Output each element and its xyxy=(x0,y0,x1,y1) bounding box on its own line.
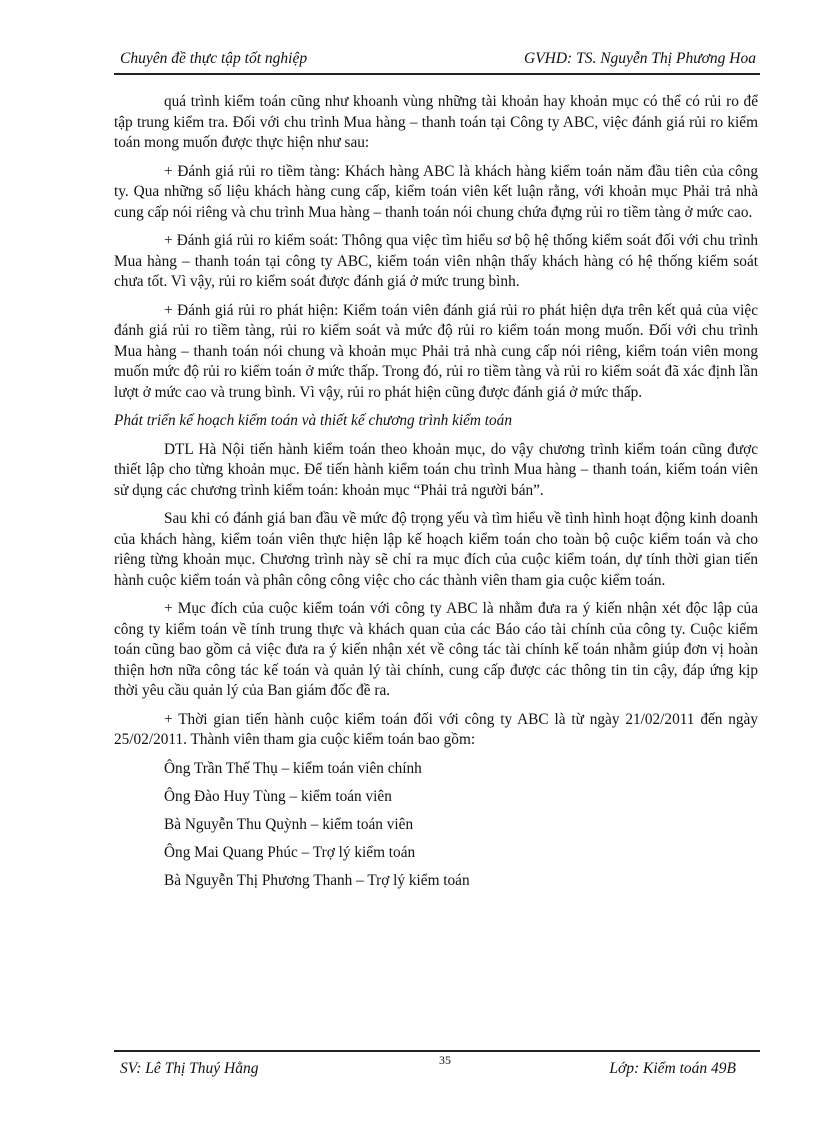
paragraph: + Mục đích của cuộc kiểm toán với công ty ABC là nhằm đưa ra ý kiến nhận xét độc lập của công ty kiểm toán về tính trung thực và khách quan của các Báo cáo tài chính của công ty. Cuộc kiểm toán cũng bao gồm cả việc đưa ra ý kiến nhận xét về công tác tài chính kế toán nhằm giúp đơn vị hoàn thiện hơn nữa công tác kế toán và quản lý tài chính, cung cấp được các thông tin tin cậy, đáp ứng kịp thời yêu cầu quản lý của Ban giám đốc đề ra. xyxy=(114,600,758,699)
paragraph: DTL Hà Nội tiến hành kiểm toán theo khoản mục, do vậy chương trình kiểm toán cũng được thiết lập cho từng khoản mục. Để tiến hành kiểm toán chu trình Mua hàng – thanh toán, kiểm toán viên sử dụng các chương trình kiểm toán: khoản mục “Phải trả người bán”. xyxy=(114,440,758,499)
member-item: Ông Trần Thế Thụ – kiểm toán viên chính xyxy=(164,759,422,777)
paragraph: + Đánh giá rủi ro tiềm tàng: Khách hàng ABC là khách hàng kiểm toán năm đầu tiên của công ty. Qua những số liệu khách hàng cung cấp, kiểm toán viên kết luận rằng, với khoản mục Phải trả nhà cung cấp nói riêng và chu trình Mua hàng – thanh toán nói chung chứa đựng rủi ro tiềm tàng ở mức cao. xyxy=(114,162,758,221)
member-item: Ông Đào Huy Tùng – kiểm toán viên xyxy=(164,787,392,805)
footer-student: SV: Lê Thị Thuý Hằng xyxy=(120,1060,259,1077)
paragraph: + Đánh giá rủi ro phát hiện: Kiểm toán viên đánh giá rủi ro phát hiện dựa trên kết quả của việc đánh giá rủi ro tiềm tàng, rủi ro kiểm soát và mức độ rủi ro kiểm toán mong muốn. Đối với chu trình Mua hàng – thanh toán nói chung và khoản mục Phải trả nhà cung cấp nói riêng, kiểm toán viên mong muốn mức độ rủi ro kiểm toán ở mức thấp. Trong đó, rủi ro tiềm tàng và rủi ro kiểm soát đã xác định lần lượt ở mức cao và trung bình. Vì vậy, rủi ro phát hiện cũng được đánh giá ở mức thấp. xyxy=(114,301,758,401)
member-item: Bà Nguyễn Thu Quỳnh – kiểm toán viên xyxy=(164,815,414,833)
page-body xyxy=(114,92,758,899)
section-heading: Phát triển kế hoạch kiểm toán và thiết kế chương trình kiểm toán xyxy=(114,412,512,429)
header-supervisor: GVHD: TS. Nguyễn Thị Phương Hoa xyxy=(524,50,756,67)
page-header xyxy=(114,45,760,75)
member-item: Bà Nguyễn Thị Phương Thanh – Trợ lý kiểm toán xyxy=(164,871,470,889)
footer-class: Lớp: Kiểm toán 49B xyxy=(609,1060,736,1077)
member-item: Ông Mai Quang Phúc – Trợ lý kiểm toán xyxy=(164,843,416,861)
paragraph: Sau khi có đánh giá ban đầu về mức độ trọng yếu và tìm hiểu về tình hình hoạt động kinh doanh của khách hàng, kiểm toán viên thực hiện lập kế hoạch kiểm toán cho toàn bộ cuộc kiểm toán và cho riêng từng khoản mục. Chương trình này sẽ chỉ ra mục đích của cuộc kiểm toán, dự tính thời gian tiến hành cuộc kiểm toán và phân công công việc cho các thành viên tham gia cuộc kiểm toán. xyxy=(114,510,758,589)
header-title: Chuyên đề thực tập tốt nghiệp xyxy=(120,50,308,67)
page-number: 35 xyxy=(439,1053,451,1067)
paragraph: quá trình kiểm toán cũng như khoanh vùng những tài khoản hay khoản mục có thể có rủi ro để tập trung kiểm tra. Đối với chu trình Mua hàng – thanh toán tại Công ty ABC, việc đánh giá rủi ro kiểm toán mong muốn được thực hiện như sau: xyxy=(114,93,758,151)
paragraph: + Đánh giá rủi ro kiểm soát: Thông qua việc tìm hiểu sơ bộ hệ thống kiểm soát đối với chu trình Mua hàng – thanh toán tại công ty ABC, kiểm toán viên nhận thấy khách hàng có hệ thống kiểm soát chưa tốt. Vì vậy, rủi ro kiểm soát được đánh giá ở mức trung bình. xyxy=(114,232,758,290)
page-footer xyxy=(114,1050,760,1082)
paragraph: + Thời gian tiến hành cuộc kiểm toán đối với công ty ABC là từ ngày 21/02/2011 đến ngày 25/02/2011. Thành viên tham gia cuộc kiểm toán bao gồm: xyxy=(114,710,758,748)
